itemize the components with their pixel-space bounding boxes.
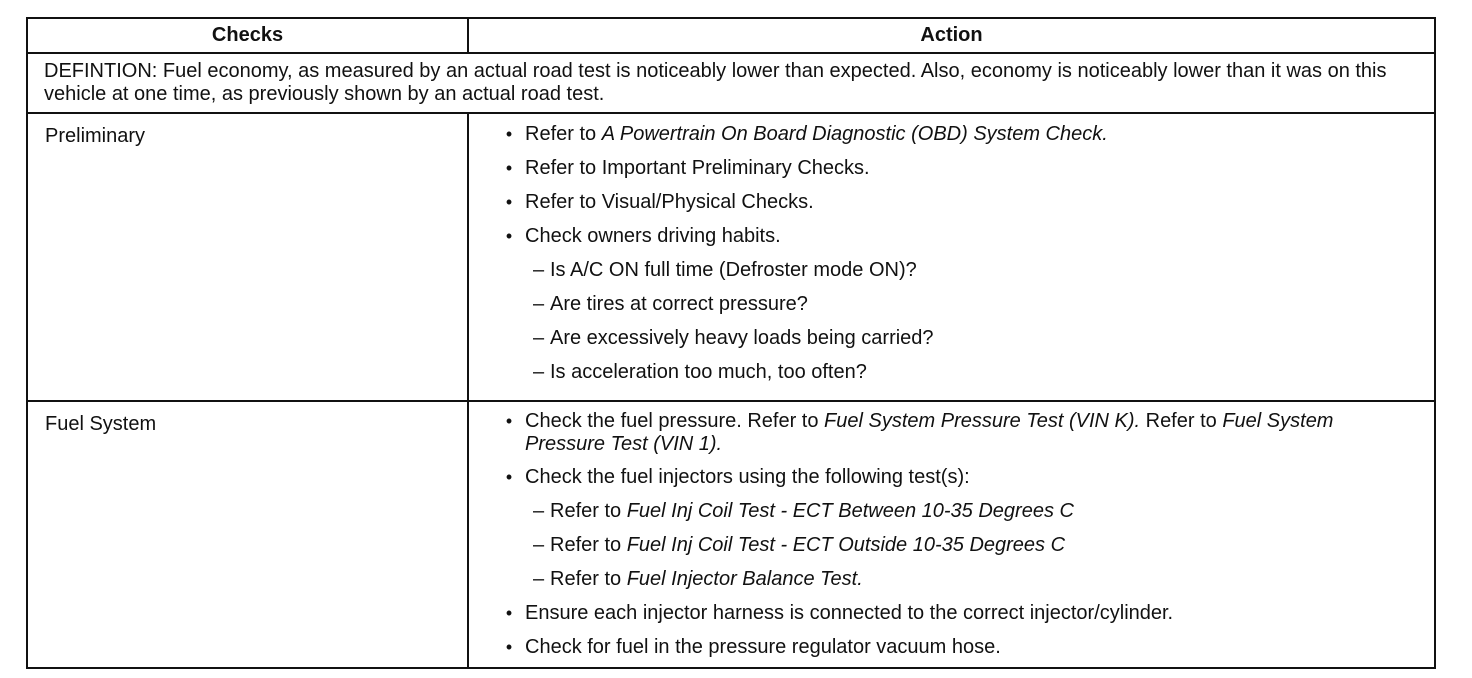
sub-list-item: – Refer to Fuel Inj Coil Test - ECT Between 10-35 Degrees C [533,500,1074,522]
dash-icon: – [533,534,545,556]
dash-icon: – [533,327,545,349]
check-label-preliminary: Preliminary [27,113,468,401]
bullet-icon: • [505,411,513,431]
sub-list [533,258,1404,385]
action-list [502,410,1404,660]
list-item: • Refer to A Powertrain On Board Diagnostic (OBD) System Check. [502,122,1404,147]
list-item: • Ensure each injector harness is connected to the correct injector/cylinder. [502,601,1404,626]
header-action: Action [468,18,1435,53]
sub-list-item: – Are excessively heavy loads being carried? [533,327,934,349]
action-list [502,122,1404,385]
diagnostic-table [26,17,1436,669]
action-cell-fuel-system [468,401,1435,668]
bullet-icon: • [505,192,513,212]
list-item: • Check for fuel in the pressure regulator vacuum hose. [502,635,1404,660]
bullet-icon: • [505,226,513,246]
pressure-test-vin-1-reference: Fuel System Pressure Test (VIN 1). [525,410,1334,455]
dash-icon: – [533,259,545,281]
bullet-icon: • [505,603,513,623]
sub-list-item: – Is acceleration too much, too often? [533,361,867,383]
header-row [27,18,1435,53]
list-item: • Check the fuel injectors using the following test(s): – Refer to Fuel Inj Coil Test - ECT Between 10-35 Degrees C – Refer to Fuel Inj Coil Test - ECT Outside 10-35 Degrees C – Refer to Fuel Injector Balance Test. [502,465,1404,592]
sub-list-item: – Refer to Fuel Inj Coil Test - ECT Outside 10-35 Degrees C [533,534,1066,556]
bullet-icon: • [505,158,513,178]
table-row [27,401,1435,668]
header-checks: Checks [27,18,468,53]
dash-icon: – [533,361,545,383]
definition-row [27,53,1435,113]
list-item: • Refer to Visual/Physical Checks. [502,190,1404,215]
bullet-icon: • [505,467,513,487]
list-item: • Refer to Important Preliminary Checks. [502,156,1404,181]
sub-list-item: – Are tires at correct pressure? [533,293,808,315]
bullet-icon: • [505,637,513,657]
obd-check-reference: A Powertrain On Board Diagnostic (OBD) System Check. [601,123,1108,145]
sub-list-item: – Is A/C ON full time (Defroster mode ON)? [533,259,917,281]
list-item: • Check owners driving habits. – Is A/C ON full time (Defroster mode ON)? – Are tires at correct pressure? – Are excessively heavy loads being carried? – Is acceleration too much, too often? [502,224,1404,385]
action-cell-preliminary [468,113,1435,401]
dash-icon: – [533,500,545,522]
table-row [27,113,1435,401]
sub-list-item: – Refer to Fuel Injector Balance Test. [533,568,863,590]
dash-icon: – [533,293,545,315]
dash-icon: – [533,568,545,590]
sub-list [533,499,1404,592]
bullet-icon: • [505,124,513,144]
pressure-test-vin-k-reference: Fuel System Pressure Test (VIN K). [824,410,1141,432]
definition-text: DEFINTION: Fuel economy, as measured by an actual road test is noticeably lower than expected. Also, economy is noticeably lower than it was on this vehicle at one time, as previously shown by an actual road test. [27,53,1435,113]
check-label-fuel-system: Fuel System [27,401,468,668]
list-item: • Check the fuel pressure. Refer to Fuel System Pressure Test (VIN K). Refer to Fuel System Pressure Test (VIN 1). [502,410,1404,456]
